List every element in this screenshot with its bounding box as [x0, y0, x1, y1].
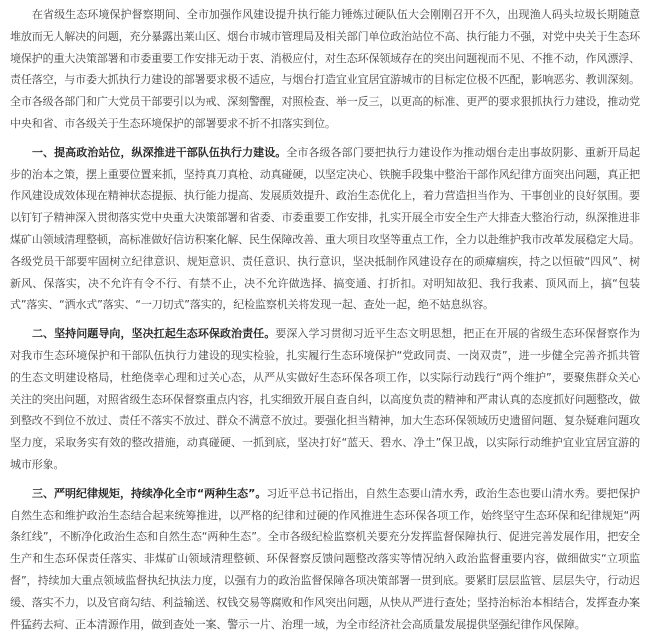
section-3-heading: 三、严明纪律规矩，持续净化全市“两种生态”。 [32, 486, 267, 500]
section-3-paragraph [10, 483, 640, 635]
intro-paragraph [10, 4, 640, 135]
section-2-text: 要深入学习贯彻习近平生态文明思想，把正在开展的省级生态环保督察作为对我市生态环境保护和干部队伍执行力建设的现实检验，扎实履行生态环境保护“党政同责、一岗双责”，进一步健全完善齐抓共管的生态文明建设格局，杜绝侥幸心理和过关心态，从严从实做好生态环保各项工作，以实际行动践行“两个维护”，要聚焦群众关心关注的突出问题，对照省级生态环保督察重点内容，扎实细致开展自查自纠，以高度负责的精神和严肃认真的态度抓好问题整改，做到整改不到位不放过、责任不落实不放过、群众不满意不放过。要强化担当精神，加大生态环保领域历史遗留问题、复杂疑难问题攻坚力度，采取务实有效的整改措施，动真碰硬、一抓到底，坚决打好“蓝天、碧水、净土”保卫战，以实际行动维护宜业宜居宜游的城市形象。 [10, 327, 640, 471]
section-3-text: 习近平总书记指出，自然生态要山清水秀，政治生态也要山清水秀。要把保护自然生态和维护政治生态结合起来统筹推进，以严格的纪律和过硬的作风推进生态环保各项工作，始终坚守生态环保和纪律规矩“两条红线”，不断净化政治生态和自然生态“两种生态”。全市各级纪检监察机关要充分发挥监督保障执行、促进完善发展作用，把安全生产和生态环保责任落实、非煤矿山领域清理整顿、环保督察反馈问题整改落实等情况纳入政治监督重要内容，做细做实“立项监督”，持续加大重点领域监督执纪执法力度，以强有力的政治监督保障各项决策部署一贯到底。要紧盯层层监管、层层失守，行动迟缓、落实不力，以及官商勾结、利益输送、权钱交易等腐败和作风突出问题，从快从严进行查处；坚持治标治本相结合，发挥查办案件猛药去疴、正本清源作用，做到查处一案、警示一片、治理一域，为全市经济社会高质量发展提供坚强纪律作风保障。 [10, 486, 640, 631]
paragraph-text: 在省级生态环境保护督察期间、全市加强作风建设提升执行能力锤炼过硬队伍大会刚刚召开不久，出现渔人码头垃圾长期随意堆放而无人解决的问题，充分暴露出莱山区、烟台市城市管理局及相关部门单位政治站位不高、执行能力不强，对党中央关于生态环境保护的重大决策部署和市委重要工作安排无动于衷、消极应付，对生态环保领域存在的突出问题视而不见、不推不动，作风漂浮、责任落空，与市委大抓执行力建设的部署要求极不适应，与烟台打造宜业宜居宜游城市的目标定位极不匹配，影响恶劣、教训深刻。全市各级各部门和广大党员干部要引以为戒、深刻警醒，对照检查、举一反三，以更高的标准、更严的要求狠抓执行力建设，推动党中央和省、市各级关于生态环境保护的部署要求不折不扣落实到位。 [10, 8, 640, 130]
section-2-paragraph [10, 323, 640, 476]
section-1-heading: 一、提高政治站位，纵深推进干部队伍执行力建设。 [32, 145, 287, 159]
section-2-heading: 二、坚持问题导向，坚决扛起生态环保政治责任。 [32, 327, 276, 341]
section-1-paragraph [10, 142, 640, 316]
section-1-text: 全市各级各部门要把执行力建设作为推动烟台走出事故阴影、重新开局起步的治本之策，摆上重要位置来抓，坚持真刀真枪、动真碰硬，以坚定决心、铁腕手段集中整治干部作风纪律方面突出问题，真正把作风建设成效体现在精神状态提振、执行能力提高、发展质效提升、政治生态优化上，着力营造担当作为、干事创业的良好氛围。要以钉钉子精神深入贯彻落实党中央重大决策部署和省委、市委重要工作安排，扎实开展全市安全生产大排查大整治行动，纵深推进非煤矿山领域清理整顿，高标准做好信访积案化解、民生保障改善、重大项目攻坚等重点工作，全力以赴维护我市改革发展稳定大局。各级党员干部要牢固树立纪律意识、规矩意识、责任意识、执行意识，坚决抵制作风建设存在的顽瘴痼疾，持之以恒破“四风”、树新风、保落实，决不允许有令不行、有禁不止，决不允许做选择、搞变通、打折扣。对明知故犯、我行我素、顶风而上，搞“包装式”落实、“洒水式”落实、“一刀切式”落实的，纪检监察机关将发现一起、查处一起，绝不姑息纵容。 [10, 145, 640, 312]
